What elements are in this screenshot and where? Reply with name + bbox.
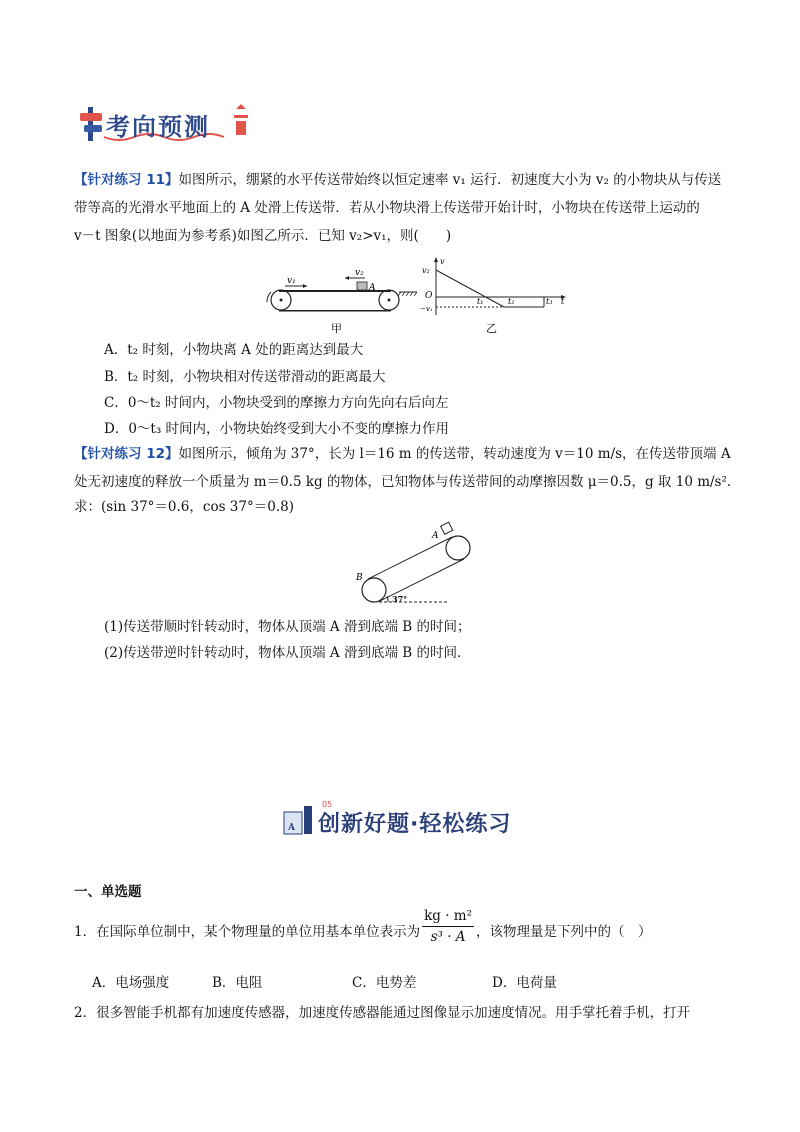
ex12-line2: 处无初速度的释放一个质量为 m＝0.5 kg 的物体，已知物体与传送带间的动摩擦因数 μ＝0.5，g 取 10 m/s². xyxy=(74,474,732,490)
svg-text:v₁: v₁ xyxy=(287,276,296,286)
ex11-tag: 【针对练习 11】 xyxy=(74,172,179,188)
q2-stem: 2．很多智能手机都有加速度传感器，加速度传感器能通过图像显示加速度情况。用手掌托着手机，打开 xyxy=(74,1005,691,1021)
q1-option-c: C．电势差 xyxy=(352,975,417,991)
svg-text:乙: 乙 xyxy=(486,322,497,335)
svg-text:t₁: t₁ xyxy=(477,297,484,306)
q1-option-d: D．电荷量 xyxy=(492,975,557,991)
svg-text:v₂: v₂ xyxy=(422,266,430,275)
ex11-line3: v－t 图象(以地面为参考系)如图乙所示．已知 v₂>v₁，则( ) xyxy=(74,228,452,244)
ex11-option-b: B．t₂ 时刻，小物块相对传送带滑动的距离最大 xyxy=(104,369,386,385)
svg-text:A: A xyxy=(288,823,295,833)
banner-number: 05 xyxy=(322,800,333,809)
ex12-tag: 【针对练习 12】 xyxy=(74,446,179,462)
q1-option-a: A．电场强度 xyxy=(92,975,170,991)
q1-option-b: B．电阻 xyxy=(212,975,263,991)
ex11-line2: 带等高的光滑水平地面上的 A 处滑上传送带．若从小物块滑上传送带开始计时，小物块在传送带上运动的 xyxy=(74,200,700,216)
svg-text:−v₁: −v₁ xyxy=(420,305,433,313)
svg-text:O: O xyxy=(425,291,433,301)
svg-text:37°: 37° xyxy=(392,594,408,604)
svg-text:B: B xyxy=(356,573,363,583)
ex11-line1: 【针对练习 11】如图所示，绷紧的水平传送带始终以恒定速率 v₁ 运行．初速度大小为 v₂ 的小物块从与传送 xyxy=(74,172,722,188)
figure-yi-vt-graph xyxy=(420,255,570,340)
section-banner-kaoxiang xyxy=(78,103,248,143)
banner-title: 创新好题·轻松练习 xyxy=(318,812,512,837)
figure-jia-conveyor xyxy=(255,262,420,337)
svg-text:A: A xyxy=(369,283,376,293)
ex12-line1: 【针对练习 12】如图所示，倾角为 37°，长为 l＝16 m 的传送带，转动速度为 v＝10 m/s，在传送带顶端 A xyxy=(74,446,731,462)
section-banner-chuangxin xyxy=(282,800,522,840)
figure-incline-conveyor xyxy=(352,518,482,608)
ex11-option-d: D．0～t₃ 时间内，小物块始终受到大小不变的摩擦力作用 xyxy=(104,421,450,437)
svg-text:v: v xyxy=(440,257,445,266)
svg-text:t₃: t₃ xyxy=(546,297,553,306)
section-heading: 一、单选题 xyxy=(74,884,142,900)
q1-stem: 1．在国际单位制中，某个物理量的单位用基本单位表示为 $\frac{\text{kg · m²}}{\text{s³ · A}}$ ，该物理量是下列中的（ ） xyxy=(74,908,652,945)
svg-text:v₂: v₂ xyxy=(355,268,364,278)
svg-text:t₂: t₂ xyxy=(508,297,515,306)
ex11-option-a: A．t₂ 时刻，小物块离 A 处的距离达到最大 xyxy=(104,342,364,358)
ex12-q2: (2)传送带逆时针转动时，物体从顶端 A 滑到底端 B 的时间． xyxy=(104,645,471,661)
ex12-q1: (1)传送带顺时针转动时，物体从顶端 A 滑到底端 B 的时间； xyxy=(104,619,471,635)
ex12-line3: 求：(sin 37°＝0.6，cos 37°＝0.8) xyxy=(74,499,294,515)
svg-text:甲: 甲 xyxy=(331,322,342,335)
book-icon xyxy=(282,800,322,840)
banner-title: 考向预测 xyxy=(106,113,210,141)
ex11-option-c: C．0～t₂ 时间内，小物块受到的摩擦力方向先向右后向左 xyxy=(104,395,449,411)
svg-text:t: t xyxy=(561,297,565,306)
svg-text:A: A xyxy=(432,531,439,541)
unit-fraction: $\frac{\text{kg · m²}}{\text{s³ · A}}$ xyxy=(424,908,473,945)
